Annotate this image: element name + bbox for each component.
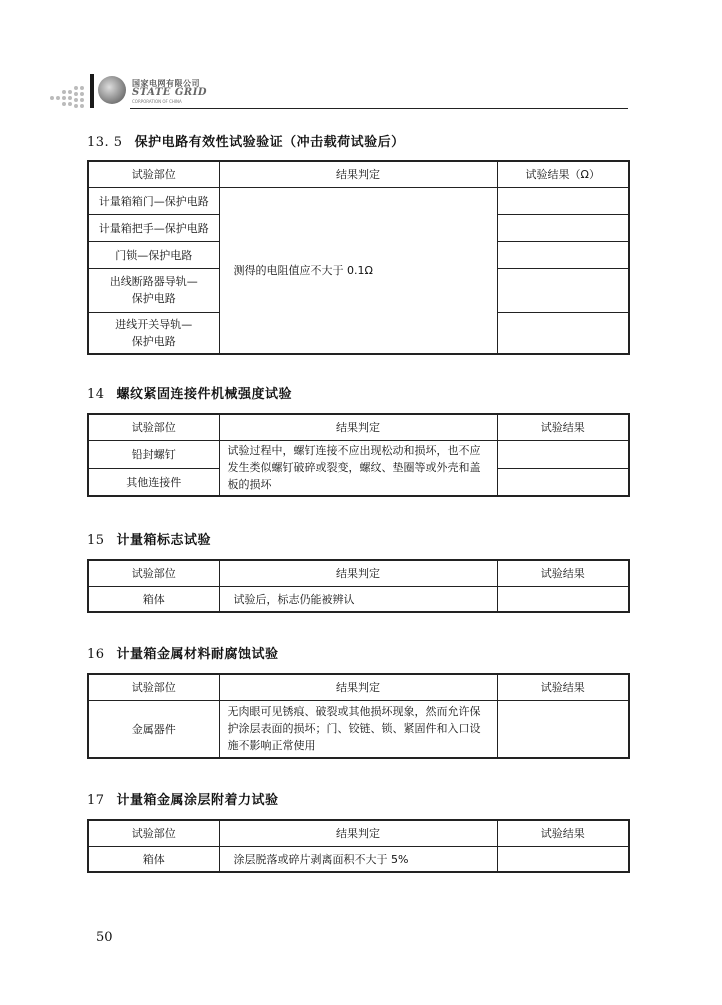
page-header [50,72,628,112]
result-table [87,559,630,613]
logo-sub-text: CORPORATION OF CHINA [132,99,182,104]
decorative-dots [50,86,86,110]
result-cell[interactable] [497,241,629,268]
judgement-cell: 试验后，标志仍能被辨认 [219,586,497,612]
test-part-cell: 出线断路器导轨— 保护电路 [88,268,219,312]
header-bar [90,74,94,108]
section-title-text: 螺纹紧固连接件机械强度试验 [116,387,293,402]
result-table [87,160,630,355]
header-test-part: 试验部位 [88,674,219,700]
section-title [87,643,279,662]
section-title-text: 计量箱金属涂层附着力试验 [116,793,279,808]
page-number: 50 [96,930,113,945]
result-cell[interactable] [497,268,629,312]
header-result: 试验结果 [497,674,629,700]
logo-en-text: STATE GRID [132,87,208,98]
header-test-part: 试验部位 [88,560,219,586]
section-title [87,383,292,402]
test-part-cell: 铅封螺钉 [88,440,219,468]
test-part-cell: 计量箱把手—保护电路 [88,214,219,241]
logo-cn-text: 国家电网有限公司 [132,79,200,88]
section-number: 15 [87,533,105,548]
section-number: 13. 5 [87,135,123,150]
result-table [87,819,630,873]
test-part-cell: 金属器件 [88,700,219,758]
section-title-text: 保护电路有效性试验验证（冲击载荷试验后） [134,135,405,150]
judgement-cell: 涂层脱落或碎片剥离面积不大于 5% [219,846,497,872]
header-test-part: 试验部位 [88,820,219,846]
state-grid-logo-icon [98,76,126,104]
section-number: 17 [87,793,105,808]
test-part-cell: 计量箱箱门—保护电路 [88,187,219,214]
judgement-cell: 试验过程中，螺钉连接不应出现松动和损坏，也不应发生类似螺钉破碎或裂变，螺纹、垫圈等或外壳和盖板的损坏 [219,440,497,496]
header-test-part: 试验部位 [88,414,219,440]
result-cell[interactable] [497,214,629,241]
test-part-cell: 其他连接件 [88,468,219,496]
section-title [87,131,405,150]
header-result: 试验结果 [497,820,629,846]
header-result: 试验结果 [497,414,629,440]
section-number: 16 [87,647,105,662]
header-judgement: 结果判定 [219,674,497,700]
header-result: 试验结果 [497,560,629,586]
section-number: 14 [87,387,105,402]
header-judgement: 结果判定 [219,414,497,440]
header-result: 试验结果（Ω） [497,161,629,187]
section-title [87,789,279,808]
result-cell[interactable] [497,440,629,468]
judgement-cell: 无肉眼可见锈痕、破裂或其他损坏现象，然而允许保护涂层表面的损坏；门、铰链、锁、紧固件和入口设施不影响正常使用 [219,700,497,758]
test-part-cell: 进线开关导轨— 保护电路 [88,312,219,354]
result-table [87,673,630,759]
header-test-part: 试验部位 [88,161,219,187]
test-part-cell: 箱体 [88,846,219,872]
header-judgement: 结果判定 [219,161,497,187]
header-judgement: 结果判定 [219,820,497,846]
judgement-cell: 测得的电阻值应不大于 0.1Ω [219,187,497,354]
result-cell[interactable] [497,700,629,758]
result-cell[interactable] [497,187,629,214]
section-title-text: 计量箱标志试验 [116,533,212,548]
result-cell[interactable] [497,586,629,612]
header-rule [130,108,628,109]
result-cell[interactable] [497,846,629,872]
result-cell[interactable] [497,468,629,496]
test-part-cell: 箱体 [88,586,219,612]
section-title [87,529,211,548]
result-cell[interactable] [497,312,629,354]
test-part-cell: 门锁—保护电路 [88,241,219,268]
result-table [87,413,630,497]
section-title-text: 计量箱金属材料耐腐蚀试验 [116,647,279,662]
header-judgement: 结果判定 [219,560,497,586]
